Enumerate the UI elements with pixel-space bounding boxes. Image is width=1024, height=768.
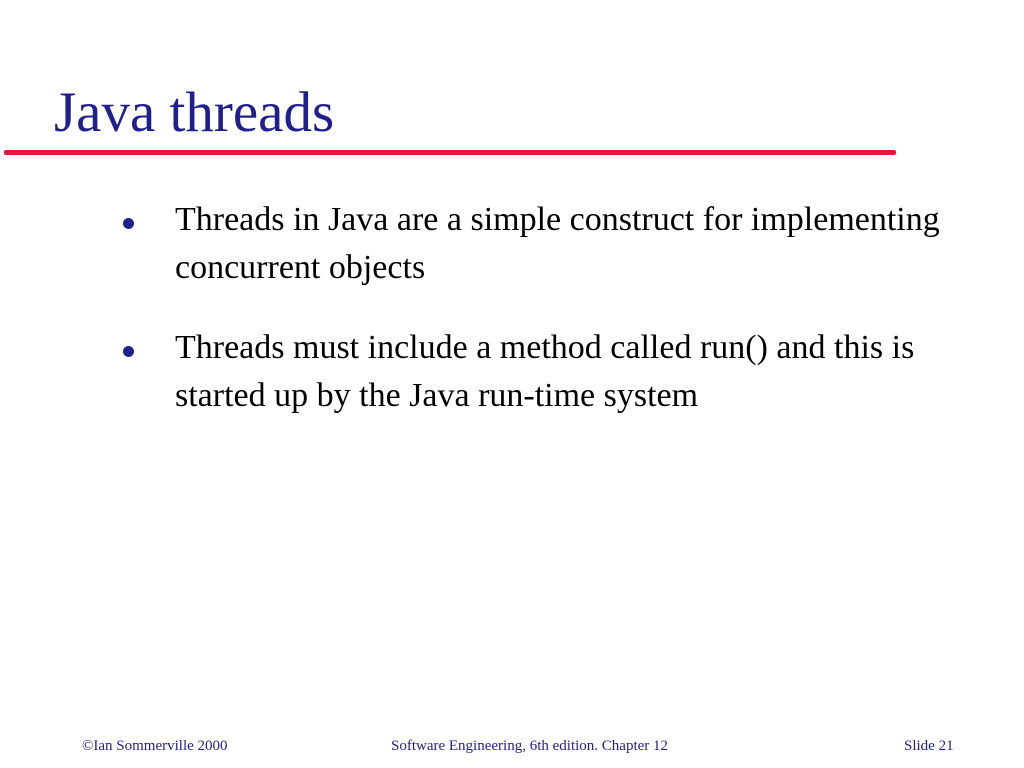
title-underline-rule <box>4 150 896 155</box>
footer-copyright: ©Ian Sommerville 2000 <box>82 738 228 754</box>
footer-book-title: Software Engineering, 6th edition. Chapter 12 <box>391 738 669 754</box>
footer-slide-number: Slide 21 <box>904 738 954 754</box>
bullet-list <box>118 196 958 452</box>
bullet-text: Threads must include a method called run() and this is started up by the Java run-time system <box>175 329 915 414</box>
bullet-dot-icon <box>123 346 134 357</box>
slide-title: Java threads <box>54 81 335 144</box>
bullet-item <box>118 324 958 420</box>
bullet-item <box>118 196 958 292</box>
bullet-dot-icon <box>123 218 134 229</box>
bullet-text: Threads in Java are a simple construct for implementing concurrent objects <box>175 201 940 286</box>
